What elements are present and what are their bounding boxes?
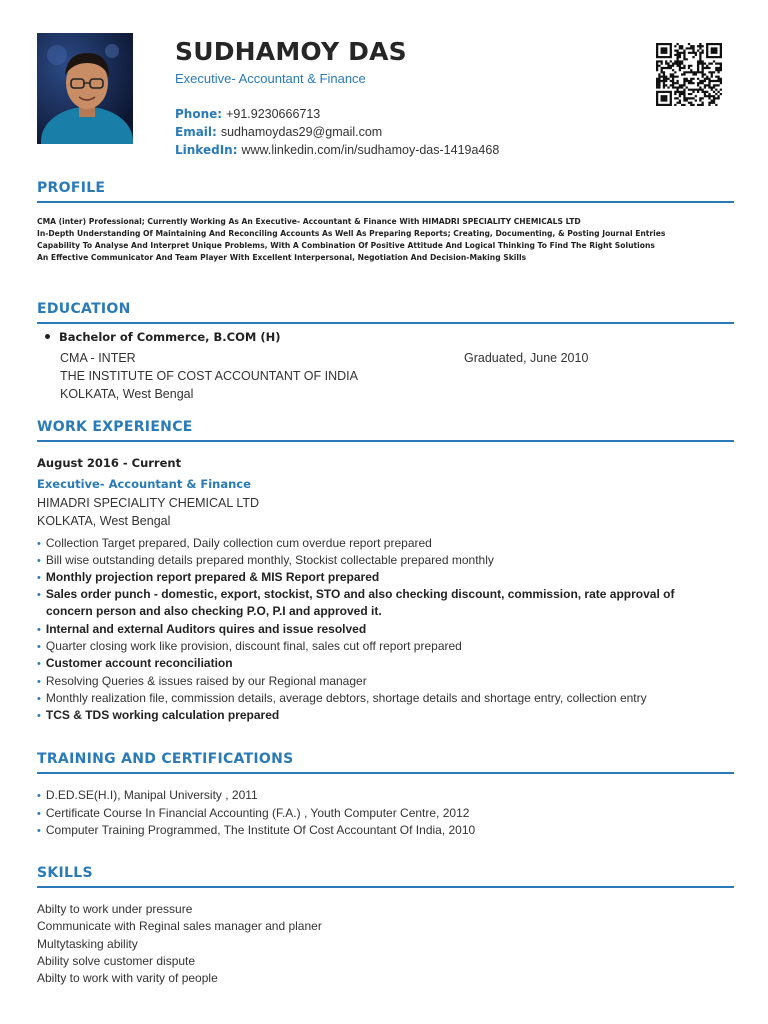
duty-item: • Sales order punch - domestic, export, stockist, STO and also checking discount, commission, rate approval of: [37, 587, 675, 601]
bullet-icon: •: [37, 555, 41, 567]
profile-line: CMA (inter) Professional; Currently Working As An Executive- Accountant & Finance With HIMADRI SPECIALITY CHEMICALS LTD: [37, 217, 581, 226]
work-company: HIMADRI SPECIALITY CHEMICAL LTD: [37, 496, 260, 510]
skill-item: Abilty to work under pressure: [37, 902, 193, 916]
work-role: Executive- Accountant & Finance: [37, 477, 251, 491]
duty-item: • Monthly realization file, commission details, average debtors, shortage details and shortage entry, collection entry: [37, 691, 647, 705]
duty-item-continuation: concern person and also checking P.O, P.I and approved it.: [46, 604, 382, 618]
bullet-icon: •: [37, 693, 41, 705]
phone-label: Phone:: [175, 107, 223, 121]
candidate-name: SUDHAMOY DAS: [175, 37, 407, 66]
profile-divider: [37, 201, 734, 203]
bullet-icon: •: [37, 808, 41, 820]
bullet-icon: •: [37, 825, 41, 837]
profile-line: In-Depth Understanding Of Maintaining And Reconciling Accounts As Well As Preparing Reports; Creating, Documenting, & Posting Journal Entries: [37, 229, 666, 238]
skill-item: Communicate with Reginal sales manager and planer: [37, 919, 322, 933]
skills-heading: SKILLS: [37, 865, 93, 881]
qr-code: [656, 43, 722, 106]
bullet-icon: •: [37, 790, 41, 802]
graduation-date: Graduated, June 2010: [464, 351, 589, 365]
skill-item: Multytasking ability: [37, 937, 138, 951]
duty-item: • Monthly projection report prepared & MIS Report prepared: [37, 570, 380, 584]
skills-divider: [37, 886, 734, 888]
bullet-icon: •: [37, 641, 41, 653]
bullet-icon: •: [37, 538, 41, 550]
email-label: Email:: [175, 125, 217, 139]
education-divider: [37, 322, 734, 324]
degree: [45, 330, 280, 344]
phone-row: [175, 107, 320, 121]
profile-heading: PROFILE: [37, 180, 106, 196]
work-location: KOLKATA, West Bengal: [37, 514, 171, 528]
linkedin-label: LinkedIn:: [175, 143, 238, 157]
profile-line: An Effective Communicator And Team Player With Excellent Interpersonal, Negotiation And Decision-Making Skills: [37, 253, 527, 262]
bullet-icon: •: [37, 710, 41, 722]
institute: THE INSTITUTE OF COST ACCOUNTANT OF INDIA: [60, 369, 358, 383]
linkedin-row: [175, 143, 499, 157]
qr-finder-square: [656, 43, 672, 58]
bullet-icon: •: [37, 658, 41, 670]
degree-label: Bachelor of Commerce, B.COM (H): [59, 330, 281, 344]
bullet-icon: •: [37, 676, 41, 688]
duty-item: • Internal and external Auditors quires and issue resolved: [37, 622, 367, 636]
bullet-icon: •: [37, 572, 41, 584]
training-divider: [37, 772, 734, 774]
candidate-title: Executive- Accountant & Finance: [175, 71, 366, 86]
profile-photo: [37, 33, 133, 144]
duty-item: • TCS & TDS working calculation prepared: [37, 708, 280, 722]
qr-finder-square: [706, 43, 722, 58]
bullet-icon: [45, 334, 50, 339]
qr-finder-square: [656, 91, 672, 106]
skill-item: Abilty to work with varity of people: [37, 971, 218, 985]
training-item: • Certificate Course In Financial Accounting (F.A.) , Youth Computer Centre, 2012: [37, 806, 470, 820]
duty-item: • Resolving Queries & issues raised by our Regional manager: [37, 674, 367, 688]
bullet-icon: •: [37, 589, 41, 601]
work-period: August 2016 - Current: [37, 456, 182, 470]
duty-item: • Quarter closing work like provision, discount final, sales cut off report prepared: [37, 639, 462, 653]
qualification: CMA - INTER: [60, 351, 136, 365]
duty-item: • Collection Target prepared, Daily collection cum overdue report prepared: [37, 536, 432, 550]
work-divider: [37, 440, 734, 442]
profile-line: Capability To Analyse And Interpret Unique Problems, With A Combination Of Positive Attitude And Logical Thinking To Find The Right Solutions: [37, 241, 655, 250]
skill-item: Ability solve customer dispute: [37, 954, 196, 968]
bullet-icon: •: [37, 624, 41, 636]
email-value[interactable]: sudhamoydas29@gmail.com: [220, 125, 383, 139]
duty-item: • Bill wise outstanding details prepared monthly, Stockist collectable prepared monthly: [37, 553, 494, 567]
training-heading: TRAINING AND CERTIFICATIONS: [37, 751, 294, 767]
work-heading: WORK EXPERIENCE: [37, 419, 193, 435]
linkedin-value[interactable]: www.linkedin.com/in/sudhamoy-das-1419a468: [241, 143, 500, 157]
duty-item: • Customer account reconciliation: [37, 656, 233, 670]
education-location: KOLKATA, West Bengal: [60, 387, 194, 401]
training-item: • D.ED.SE(H.I), Manipal University , 2011: [37, 788, 258, 802]
phone-value: +91.9230666713: [226, 107, 321, 121]
education-heading: EDUCATION: [37, 301, 131, 317]
training-item: • Computer Training Programmed, The Institute Of Cost Accountant Of India, 2010: [37, 823, 476, 837]
email-row: [175, 125, 382, 139]
